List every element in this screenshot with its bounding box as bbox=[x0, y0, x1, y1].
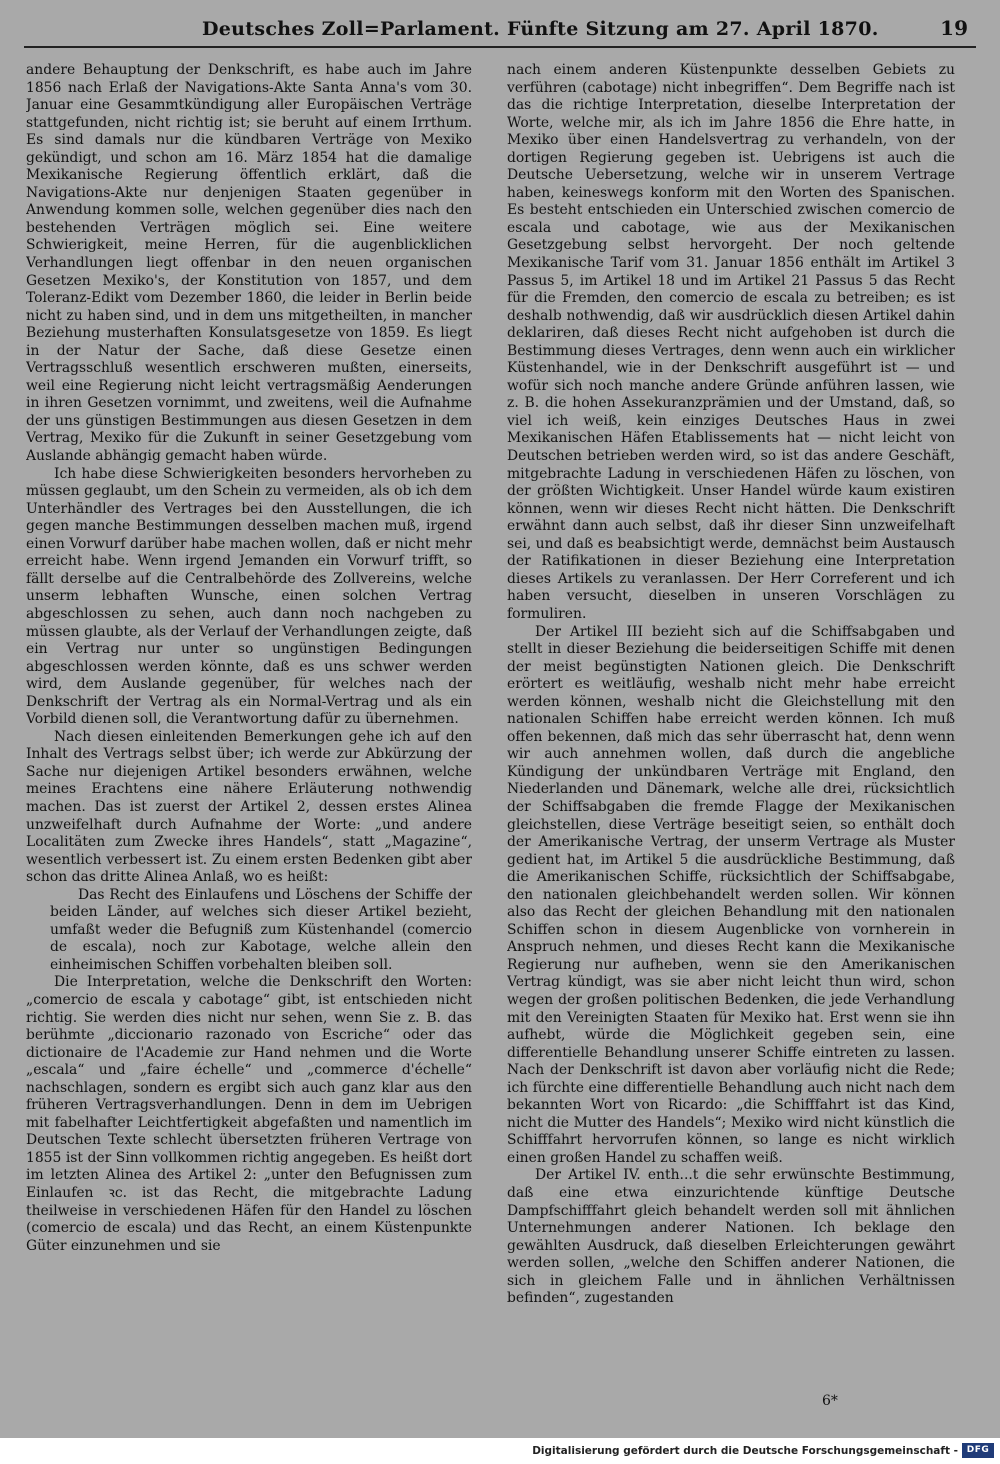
paragraph: Die Interpretation, welche die Denkschrift den Worten: „comercio de escala y cabotage“ gibt, ist entschieden nicht richtig. Sie werden dies nicht nur sehen, wenn Sie z. B. das berühmte „diccionario razonado von Escriche“ oder das dictionaire de l'Academie zur Hand nehmen und die Worte „escala“ und „faire échelle“ und „commerce d'échelle“ nachschlagen, sondern es ergibt sich auch ganz klar aus den früheren Vertragsverhandlungen. Denn in dem im Uebrigen mit fabelhafter Leichtfertigkeit abgefaßten und namentlich im Deutschen Texte schlecht übersetzten früheren Vertrage von 1855 ist der Sinn vollkommen richtig angegeben. Es heißt dort im letzten Alinea des Artikel 2: „unter den Befugnissen zum Einlaufen ꝛc. ist das Recht, die mitgebrachte Ladung theilweise in verschiedenen Häfen für den Handel zu löschen (comercio de escala) und das Recht, an einem Küstenpunkte Güter einzunehmen und sie bbox=[26, 974, 472, 1254]
running-header bbox=[24, 14, 976, 48]
paragraph: nach einem anderen Küstenpunkte desselben Gebiets zu verführen (cabotage) nicht inbegriffen“. Dem Begriffe nach ist das die richtige Interpretation, dieselbe Interpretation der Worte, welche mir, als ich im Jahre 1856 die Ehre hatte, in Mexiko über einen Handelsvertrag zu verhandeln, von der dortigen Regierung gegeben ist. Uebrigens ist auch die Deutsche Uebersetzung, welche wir in unserem Vertrage haben, keineswegs konform mit den Worten des Spanischen. Es besteht entschieden ein Unterschied zwischen comercio de escala und cabotage, wie aus der Mexikanischen Gesetzgebung selbst hervorgeht. Der noch geltende Mexikanische Tarif vom 31. Januar 1856 enthält im Artikel 3 Passus 5, im Artikel 18 und im Artikel 21 Passus 5 das Recht für die Fremden, den comercio de escala zu betreiben; es ist deshalb nothwendig, daß wir ausdrücklich diesen Artikel dahin deklariren, daß dieses Recht nicht aufgehoben ist durch die Bestimmung dieses Vertrages, denn wenn auch ein wirklicher Küstenhandel, wie in der Denkschrift ausgeführt ist — und wofür sich noch manche andere Gründe anführen lassen, wie z. B. die hohen Assekuranzprämien und der Umstand, daß, so viel ich weiß, kein einziges Deutsches Haus in zwei Mexikanischen Häfen Etablissements hat — nicht leicht von Deutschen betrieben werden wird, so ist das andere Geschäft, mitgebrachte Ladung in verschiedenen Häfen zu löschen, von der größten Wichtigkeit. Unser Handel würde kaum existiren können, wenn wir dieses Recht nicht hätten. Die Denkschrift erwähnt dann auch selbst, daß ihr dieser Sinn unzweifelhaft sei, und daß es beabsichtigt werde, demnächst beim Austausch der Ratifikationen in dieser Beziehung eine Interpretation dieses Artikels zu veranlassen. Der Herr Correferent und ich haben versucht, dieselben in unseren Vorschlägen zu formuliren. bbox=[507, 62, 955, 622]
paragraph: Der Artikel IV. enth...t die sehr erwünschte Bestimmung, daß eine etwa einzurichtende künftige Deutsche Dampfschifffahrt gleich behandelt werden soll mit ähnlichen Unternehmungen anderer Nationen. Ich beklage den gewählten Ausdruck, daß dieselben Erleichterungen gewährt werden sollen, „welche den Schiffen anderer Nationen, die sich in gleichem Falle und in ähnlichen Verhältnissen befinden“, zugestanden bbox=[507, 1167, 955, 1307]
right-column bbox=[507, 62, 955, 1412]
left-column bbox=[26, 62, 472, 1412]
signature-mark: 6* bbox=[822, 1393, 838, 1409]
footer bbox=[0, 1438, 1000, 1464]
running-title: Deutsches Zoll=Parlament. Fünfte Sitzung am 27. April 1870. bbox=[202, 18, 879, 40]
funding-credit: Digitalisierung gefördert durch die Deutsche Forschungsgemeinschaft - bbox=[532, 1445, 958, 1457]
paragraph: Nach diesen einleitenden Bemerkungen gehe ich auf den Inhalt des Vertrags selbst über; ich werde zur Abkürzung der Sache nur diejenigen Artikel besonders erwähnen, welche meines Erachtens eine nähere Erläuterung nothwendig machen. Das ist zuerst der Artikel 2, dessen erstes Alinea unzweifelhaft durch Aufnahme der Worte: „und andere Localitäten zum Zwecke ihres Handels“, statt „Magazine“, wesentlich verbessert ist. Zu einem ersten Bedenken gibt aber schon das dritte Alinea Anlaß, wo es heißt: bbox=[26, 728, 472, 886]
paragraph: Der Artikel III bezieht sich auf die Schiffsabgaben und stellt in dieser Beziehung die beiderseitigen Schiffe mit denen der meist begünstigten Nationen gleich. Die Denkschrift erörtert es weitläufig, weshalb nicht mehr habe erreicht werden können, weshalb nicht die Gleichstellung mit den nationalen Schiffen habe erreicht werden können. Ich muß offen bekennen, daß mich das sehr überrascht hat, denn wenn wir auch annehmen wollen, daß durch die angebliche Kündigung der unkündbaren Verträge mit England, den Niederlanden und Dänemark, welche alle drei, rücksichtlich der Schiffsabgaben die fremde Flagge der Mexikanischen gleichstellen, diese Verträge beseitigt seien, so enthält doch der Amerikanische Vertrag, der unserm Vertrage als Muster gedient hat, im Artikel 5 die ausdrückliche Bestimmung, daß die Amerikanischen Schiffe, rücksichtlich der Schiffsabgabe, den nationalen gleichbehandelt werden sollen. Wir können also das Recht der gleichen Behandlung mit den nationalen Schiffen schon in diesem Augenblicke von vornherein in Anspruch nehmen, und dieses Recht kann die Mexikanische Regierung nur aufheben, wenn sie den Amerikanischen Vertrag kündigt, was sie aber nicht leicht thun wird, schon wegen der großen politischen Bedenken, die jede Verhandlung mit den Vereinigten Staaten für Mexiko hat. Erst wenn sie ihn aufhebt, würde die Möglichkeit gegeben sein, eine differentielle Behandlung unserer Schiffe eintreten zu lassen. Nach der Denkschrift ist davon aber vorläufig nicht die Rede; ich fürchte eine differentielle Behandlung auch nicht nach dem bekannten Wort von Ricardo: „die Schifffahrt ist das Kind, nicht die Mutter des Handels“; Mexiko wird nicht künstlich die Schifffahrt hervorrufen können, so lange es nicht wirklich einen großen Handel zu schaffen weiß. bbox=[507, 623, 955, 1166]
paragraph: Ich habe diese Schwierigkeiten besonders hervorheben zu müssen geglaubt, um den Schein zu vermeiden, als ob ich dem Unterhändler des Vertrages bei den Ausstellungen, die ich gegen manche Bestimmungen desselben machen muß, irgend einen Vorwurf darüber habe machen wollen, daß er nicht mehr erreicht habe. Wenn irgend Jemanden ein Vorwurf trifft, so fällt derselbe auf die Centralbehörde des Zollvereins, welche unserm lebhaften Wunsche, einen solchen Vertrag abgeschlossen zu sehen, auch dann noch nachgeben zu müssen glaubte, als der Verlauf der Verhandlungen zeigte, daß ein Vertrag nur unter so ungünstigen Bedingungen abgeschlossen werden könnte, daß es uns schwer werden wird, dem Auslande gegenüber, für welches nach der Denkschrift der Vertrag als ein Normal-Vertrag und als ein Vorbild dienen soll, die Verantwortung dafür zu übernehmen. bbox=[26, 465, 472, 728]
paragraph: andere Behauptung der Denkschrift, es habe auch im Jahre 1856 nach Erlaß der Navigations-Akte Santa Anna's vom 30. Januar eine Gesammtkündigung aller Europäischen Verträge stattgefunden, nicht richtig ist; sie beruht auf einem Irrthum. Es sind damals nur die kündbaren Verträge von Mexiko gekündigt, und schon am 16. März 1854 hat die damalige Mexikanische Regierung öffentlich erklärt, daß die Navigations-Akte nur denjenigen Staaten gegenüber in Anwendung kommen solle, welchen gegenüber dies nach den bestehenden Verträgen möglich sei. Eine weitere Schwierigkeit, meine Herren, für die augenblicklichen Verhandlungen liegt offenbar in den neuen organischen Gesetzen Mexiko's, der Konstitution von 1857, und dem Toleranz-Edikt vom Dezember 1860, die leider in Berlin beide nicht zu haben sind, und in dem uns mitgetheilten, in mancher Beziehung musterhaften Konsulatsgesetze von 1859. Es liegt in der Natur der Sache, daß diese Gesetze einen Vertragsschluß wesentlich erschweren mußten, einerseits, weil eine Regierung nicht leicht vertragsmäßig Aenderungen in ihren Gesetzen vornimmt, und zweitens, weil die Aufnahme der uns günstigen Bestimmungen aus diesen Gesetzen in dem Vertrag, Mexiko für die Zukunft in seiner Gesetzgebung vom Auslande abhängig gemacht haben würde. bbox=[26, 62, 472, 465]
page-number: 19 bbox=[940, 16, 968, 40]
block-quote: Das Recht des Einlaufens und Löschens der Schiffe der beiden Länder, auf welches sich dieser Artikel bezieht, umfaßt weder die Befugniß zum Küstenhandel (comercio de escala), noch zur Kabotage, welche allein den einheimischen Schiffen vorbehalten bleiben soll. bbox=[50, 886, 472, 973]
dfg-logo: DFG bbox=[962, 1443, 994, 1458]
